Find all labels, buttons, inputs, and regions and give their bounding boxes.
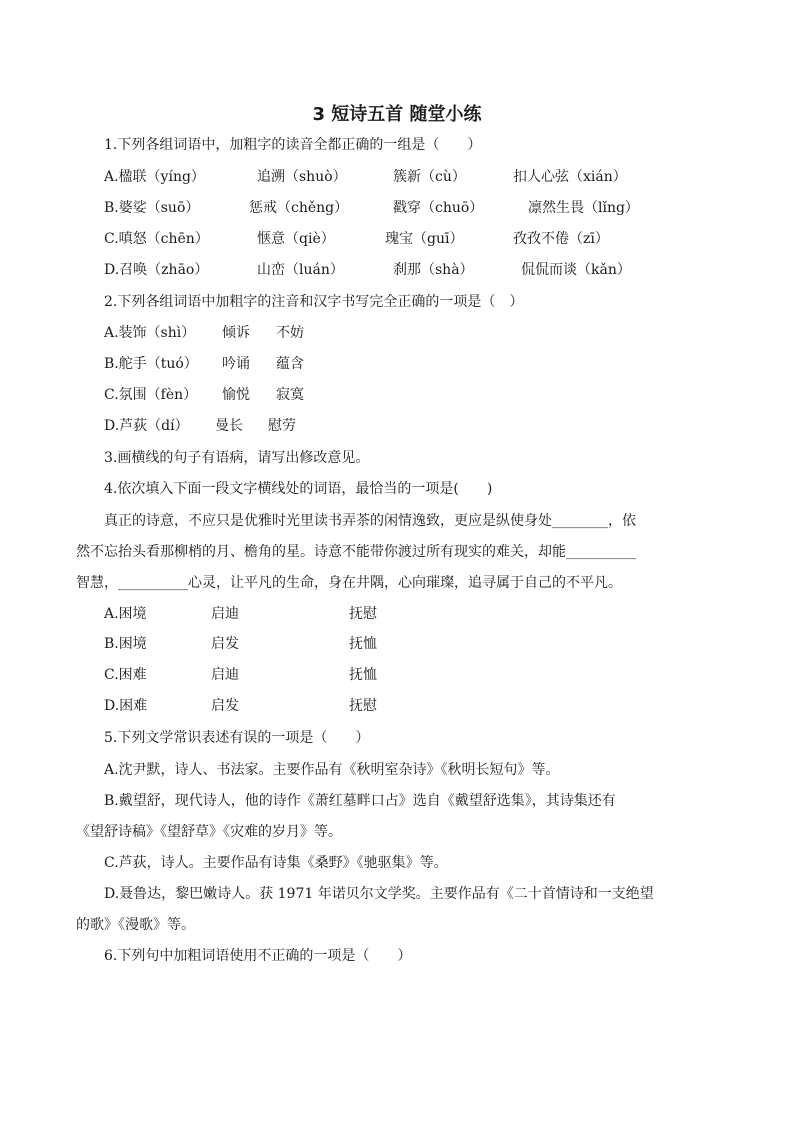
- q2-option-a-word-1: A.装饰（shì）: [104, 325, 196, 341]
- q2-option-a-word-3: 不妨: [276, 325, 304, 341]
- q4-option-c-word-2: 启迪: [211, 667, 239, 683]
- q1-option-a-word-2: 追溯（shuò）: [257, 169, 347, 185]
- question-6-stem: 6.下列句中加粗词语使用不正确的一项是（ ）: [104, 948, 412, 964]
- q2-option-d-word-1: D.芦荻（dí）: [104, 418, 189, 434]
- q4-passage-line-3: 智慧，__________心灵，让平凡的生命，身在井隅，心向璀璨，追寻属于自己的不平凡。: [76, 575, 622, 591]
- question-5-stem: 5.下列文学常识表述有误的一项是（ ）: [104, 730, 370, 746]
- q1-option-c-word-2: 惬意（qiè）: [257, 231, 335, 247]
- q2-option-b-word-2: 吟诵: [222, 356, 250, 372]
- q4-option-c-word-3: 抚恤: [349, 667, 377, 683]
- q5-option-a: A.沈尹默，诗人、书法家。主要作品有《秋明室杂诗》《秋明长短句》等。: [104, 762, 560, 778]
- q4-option-b-word-1: B.困境: [104, 636, 147, 652]
- q4-option-a-word-1: A.困境: [104, 606, 147, 622]
- q2-option-b-word-1: B.舵手（tuó）: [104, 356, 198, 372]
- question-4-stem: 4.依次填入下面一段文字横线处的词语，最恰当的一项是( ): [104, 481, 493, 497]
- q2-option-c-word-1: C.氛围（fèn）: [104, 387, 198, 403]
- q1-option-d-word-2: 山峦（luán）: [257, 262, 344, 278]
- q4-option-c-word-1: C.困难: [104, 667, 147, 683]
- q4-option-d-word-2: 启发: [211, 698, 239, 714]
- q5-option-d-line-1: D.聂鲁达，黎巴嫩诗人。获 1971 年诺贝尔文学奖。主要作品有《二十首情诗和一支绝望: [104, 886, 654, 902]
- q2-option-d-word-3: 慰劳: [268, 418, 296, 434]
- q2-option-c-word-3: 寂寞: [276, 387, 304, 403]
- q2-option-d-word-2: 曼长: [215, 418, 243, 434]
- q1-option-c-word-1: C.嗔怒（chēn）: [104, 231, 209, 247]
- q1-option-d-word-3: 刹那（shà）: [393, 262, 474, 278]
- q4-option-d-word-1: D.困难: [104, 698, 148, 714]
- q1-option-a-word-1: A.楹联（yíng）: [104, 169, 205, 185]
- q1-option-b-word-1: B.婆娑（suō）: [104, 200, 200, 216]
- q1-option-b-word-3: 戳穿（chuō）: [393, 200, 484, 216]
- page-title: 3 短诗五首 随堂小练: [312, 104, 482, 125]
- q1-option-a-word-4: 扣人心弦（xián）: [513, 169, 627, 185]
- q2-option-b-word-3: 蕴含: [276, 356, 304, 372]
- q1-option-c-word-4: 孜孜不倦（zī）: [513, 231, 609, 247]
- q1-option-b-word-2: 惩戒（chěng）: [249, 200, 349, 216]
- q5-option-b-line-1: B.戴望舒，现代诗人，他的诗作《萧红墓畔口占》选自《戴望舒选集》，其诗集还有: [104, 793, 616, 809]
- q4-option-b-word-2: 启发: [211, 636, 239, 652]
- q5-option-c: C.芦荻，诗人。主要作品有诗集《桑野》《驰驱集》等。: [104, 855, 448, 871]
- q4-passage-line-2: 然不忘抬头看那柳梢的月、檐角的星。诗意不能带你渡过所有现实的难关，却能__________: [76, 544, 636, 560]
- q1-option-a-word-3: 簇新（cù）: [393, 169, 466, 185]
- question-3-stem: 3.画横线的句子有语病，请写出修改意见。: [104, 450, 370, 466]
- q1-option-d-word-1: D.召唤（zhāo）: [104, 262, 209, 278]
- question-2-stem: 2.下列各组词语中加粗字的注音和汉字书写完全正确的一项是（ ）: [104, 294, 524, 310]
- q5-option-b-line-2: 《望舒诗稿》《望舒草》《灾难的岁月》等。: [76, 824, 342, 840]
- q5-option-d-line-2: 的歌》《漫歌》等。: [76, 917, 195, 933]
- q4-option-d-word-3: 抚慰: [349, 698, 377, 714]
- q4-option-a-word-2: 启迪: [211, 606, 239, 622]
- question-1-stem: 1.下列各组词语中，加粗字的读音全都正确的一组是（ ）: [104, 137, 482, 153]
- q1-option-b-word-4: 凛然生畏（lǐng）: [528, 200, 639, 216]
- q4-option-b-word-3: 抚恤: [349, 636, 377, 652]
- q4-option-a-word-3: 抚慰: [349, 606, 377, 622]
- q1-option-c-word-3: 瑰宝（guī）: [385, 231, 464, 247]
- q1-option-d-word-4: 侃侃而谈（kǎn）: [521, 262, 631, 278]
- q4-passage-line-1: 真正的诗意，不应只是优雅时光里读书弄茶的闲情逸致，更应是纵使身处________，依: [104, 513, 636, 529]
- q2-option-a-word-2: 倾诉: [222, 325, 250, 341]
- q2-option-c-word-2: 愉悦: [222, 387, 250, 403]
